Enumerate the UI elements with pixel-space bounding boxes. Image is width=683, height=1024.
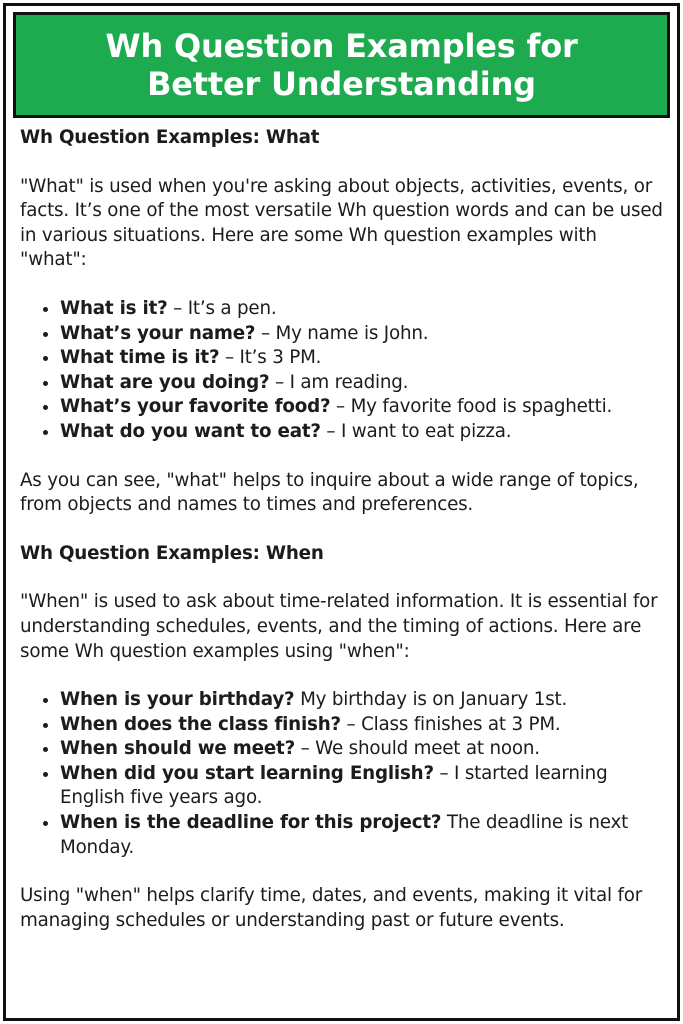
list-item bbox=[60, 420, 665, 445]
section-heading-what: Wh Question Examples: What bbox=[20, 127, 320, 148]
question-text: What is it? bbox=[60, 297, 168, 319]
list-item bbox=[60, 688, 665, 713]
question-text: When is your birthday? bbox=[60, 689, 295, 711]
page-frame bbox=[3, 3, 680, 1021]
question-text: When did you start learning English? bbox=[60, 762, 434, 784]
answer-text: – We should meet at noon. bbox=[295, 738, 540, 760]
list-item bbox=[60, 371, 665, 396]
list-item bbox=[60, 713, 665, 738]
question-text: What time is it? bbox=[60, 347, 220, 369]
section-intro-what: "What" is used when you're asking about objects, activities, events, or facts. It’s one of the most versatile Wh question words and can be used in various situations. Here are some Wh question examples with "what": bbox=[20, 175, 663, 271]
list-item bbox=[60, 346, 665, 371]
examples-list-what bbox=[20, 297, 665, 445]
answer-text: – I am reading. bbox=[269, 371, 409, 393]
section-conclusion-when: Using "when" helps clarify time, dates, and events, making it vital for managing schedules or understanding past or future events. bbox=[20, 885, 643, 931]
list-item bbox=[60, 737, 665, 762]
question-text: When should we meet? bbox=[60, 738, 295, 760]
question-text: When does the class finish? bbox=[60, 713, 341, 735]
answer-text: – It’s 3 PM. bbox=[219, 347, 322, 369]
title-banner bbox=[13, 12, 670, 118]
page-title bbox=[105, 27, 577, 103]
answer-text: – My name is John. bbox=[255, 322, 429, 344]
question-text: What’s your name? bbox=[60, 322, 256, 344]
question-text: When is the deadline for this project? bbox=[60, 812, 442, 834]
answer-text: – My favorite food is spaghetti. bbox=[330, 396, 613, 418]
answer-text: – It’s a pen. bbox=[167, 297, 277, 319]
answer-text: – Class finishes at 3 PM. bbox=[340, 713, 561, 735]
answer-text: – I want to eat pizza. bbox=[320, 420, 512, 442]
examples-list-when bbox=[20, 688, 665, 860]
list-item bbox=[60, 395, 665, 420]
answer-text: The deadline is next Monday. bbox=[60, 812, 629, 858]
list-item bbox=[60, 762, 665, 811]
question-text: What’s your favorite food? bbox=[60, 396, 331, 418]
section-heading-when: Wh Question Examples: When bbox=[20, 542, 324, 564]
list-item bbox=[60, 297, 665, 322]
section-intro-when: "When" is used to ask about time-related information. It is essential for understanding schedules, events, and the timing of actions. Here are some Wh question examples using "when": bbox=[20, 591, 658, 662]
answer-text: My birthday is on January 1st. bbox=[294, 689, 568, 711]
list-item bbox=[60, 322, 665, 347]
article-body bbox=[20, 126, 665, 957]
list-item bbox=[60, 811, 665, 860]
question-text: What do you want to eat? bbox=[60, 420, 321, 442]
question-text: What are you doing? bbox=[60, 371, 270, 393]
answer-text: – I started learning English five years ago. bbox=[60, 762, 608, 809]
title-line-2: Better Understanding bbox=[147, 65, 536, 103]
section-conclusion-what: As you can see, "what" helps to inquire about a wide range of topics, from objects and names to times and preferences. bbox=[20, 469, 639, 516]
title-line-1: Wh Question Examples for bbox=[105, 27, 578, 65]
